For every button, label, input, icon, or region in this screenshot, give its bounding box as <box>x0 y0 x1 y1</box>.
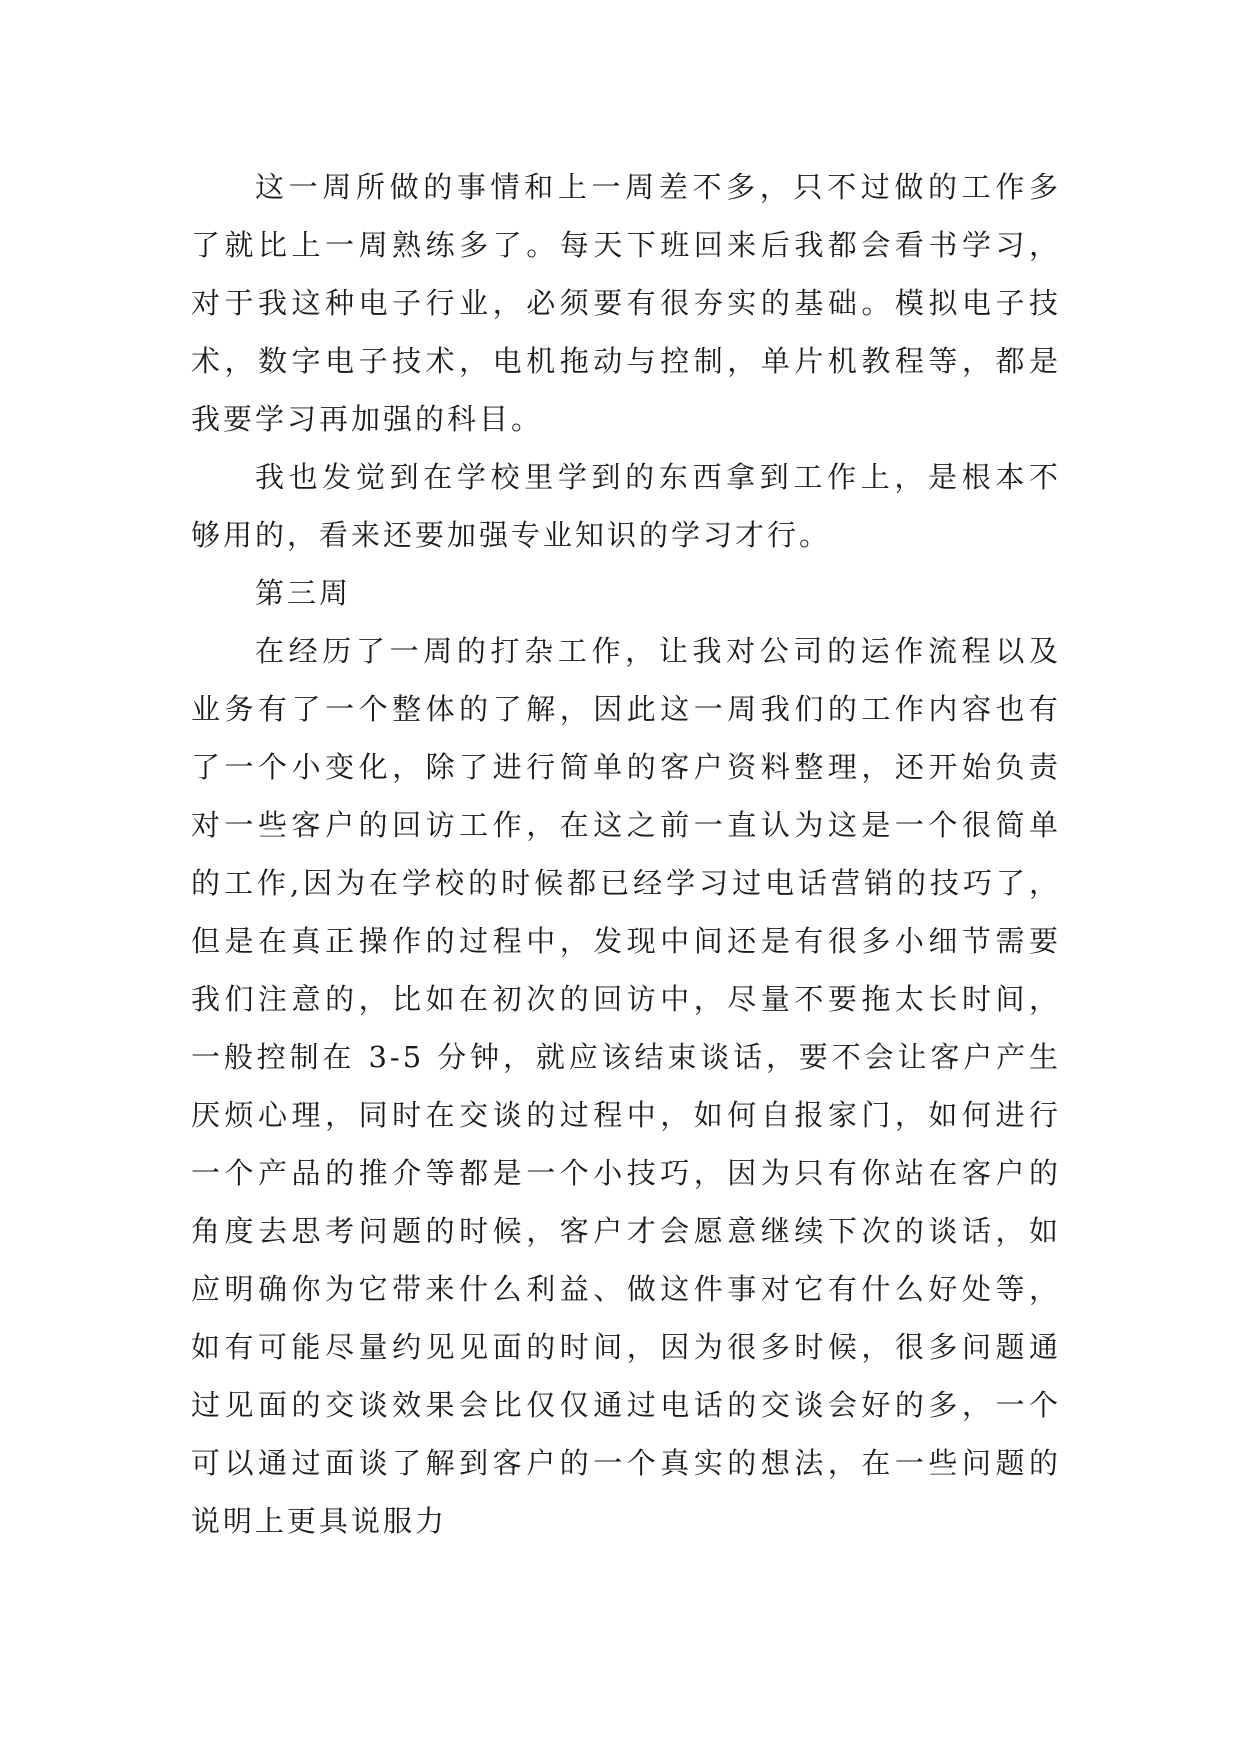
paragraph-line: 术，数字电子技术，电机拖动与控制，单片机教程等，都是 <box>191 344 1061 378</box>
paragraph-line: 厌烦心理，同时在交谈的过程中，如何自报家门，如何进行 <box>191 1098 1061 1132</box>
paragraph-line: 如有可能尽量约见见面的时间，因为很多时候，很多问题通 <box>191 1330 1061 1364</box>
paragraph-line: 这一周所做的事情和上一周差不多，只不过做的工作多 <box>255 170 1061 204</box>
paragraph-line: 在经历了一周的打杂工作，让我对公司的运作流程以及 <box>255 634 1061 668</box>
paragraph-line: 过见面的交谈效果会比仅仅通过电话的交谈会好的多，一个 <box>191 1388 1061 1422</box>
paragraph-line: 对于我这种电子行业，必须要有很夯实的基础。模拟电子技 <box>191 286 1061 320</box>
paragraph-line: 了一个小变化，除了进行简单的客户资料整理，还开始负责 <box>191 750 1061 784</box>
paragraph-line: 我要学习再加强的科目。 <box>191 402 544 436</box>
paragraph-line: 我们注意的，比如在初次的回访中，尽量不要拖太长时间， <box>191 982 1061 1016</box>
paragraph-line: 可以通过面谈了解到客户的一个真实的想法，在一些问题的 <box>191 1446 1061 1480</box>
section-heading: 第三周 <box>255 576 352 610</box>
paragraph-line: 够用的，看来还要加强专业知识的学习才行。 <box>191 518 832 552</box>
paragraph-line: 业务有了一个整体的了解，因此这一周我们的工作内容也有 <box>191 692 1061 726</box>
paragraph-line: 说明上更具说服力 <box>191 1504 448 1538</box>
paragraph-line: 对一些客户的回访工作，在这之前一直认为这是一个很简单 <box>191 808 1061 842</box>
paragraph-line: 的工作,因为在学校的时候都已经学习过电话营销的技巧了， <box>191 866 1061 900</box>
paragraph-line: 一个产品的推介等都是一个小技巧，因为只有你站在客户的 <box>191 1156 1061 1190</box>
paragraph-line: 一般控制在 3-5 分钟，就应该结束谈话，要不会让客户产生 <box>191 1040 1061 1074</box>
paragraph-line: 应明确你为它带来什么利益、做这件事对它有什么好处等， <box>191 1272 1061 1306</box>
paragraph-line: 角度去思考问题的时候，客户才会愿意继续下次的谈话，如 <box>191 1214 1061 1248</box>
body-text <box>191 158 1061 1550</box>
paragraph-line: 但是在真正操作的过程中，发现中间还是有很多小细节需要 <box>191 924 1061 958</box>
paragraph-line: 我也发觉到在学校里学到的东西拿到工作上，是根本不 <box>255 460 1061 494</box>
paragraph-line: 了就比上一周熟练多了。每天下班回来后我都会看书学习， <box>191 228 1061 262</box>
